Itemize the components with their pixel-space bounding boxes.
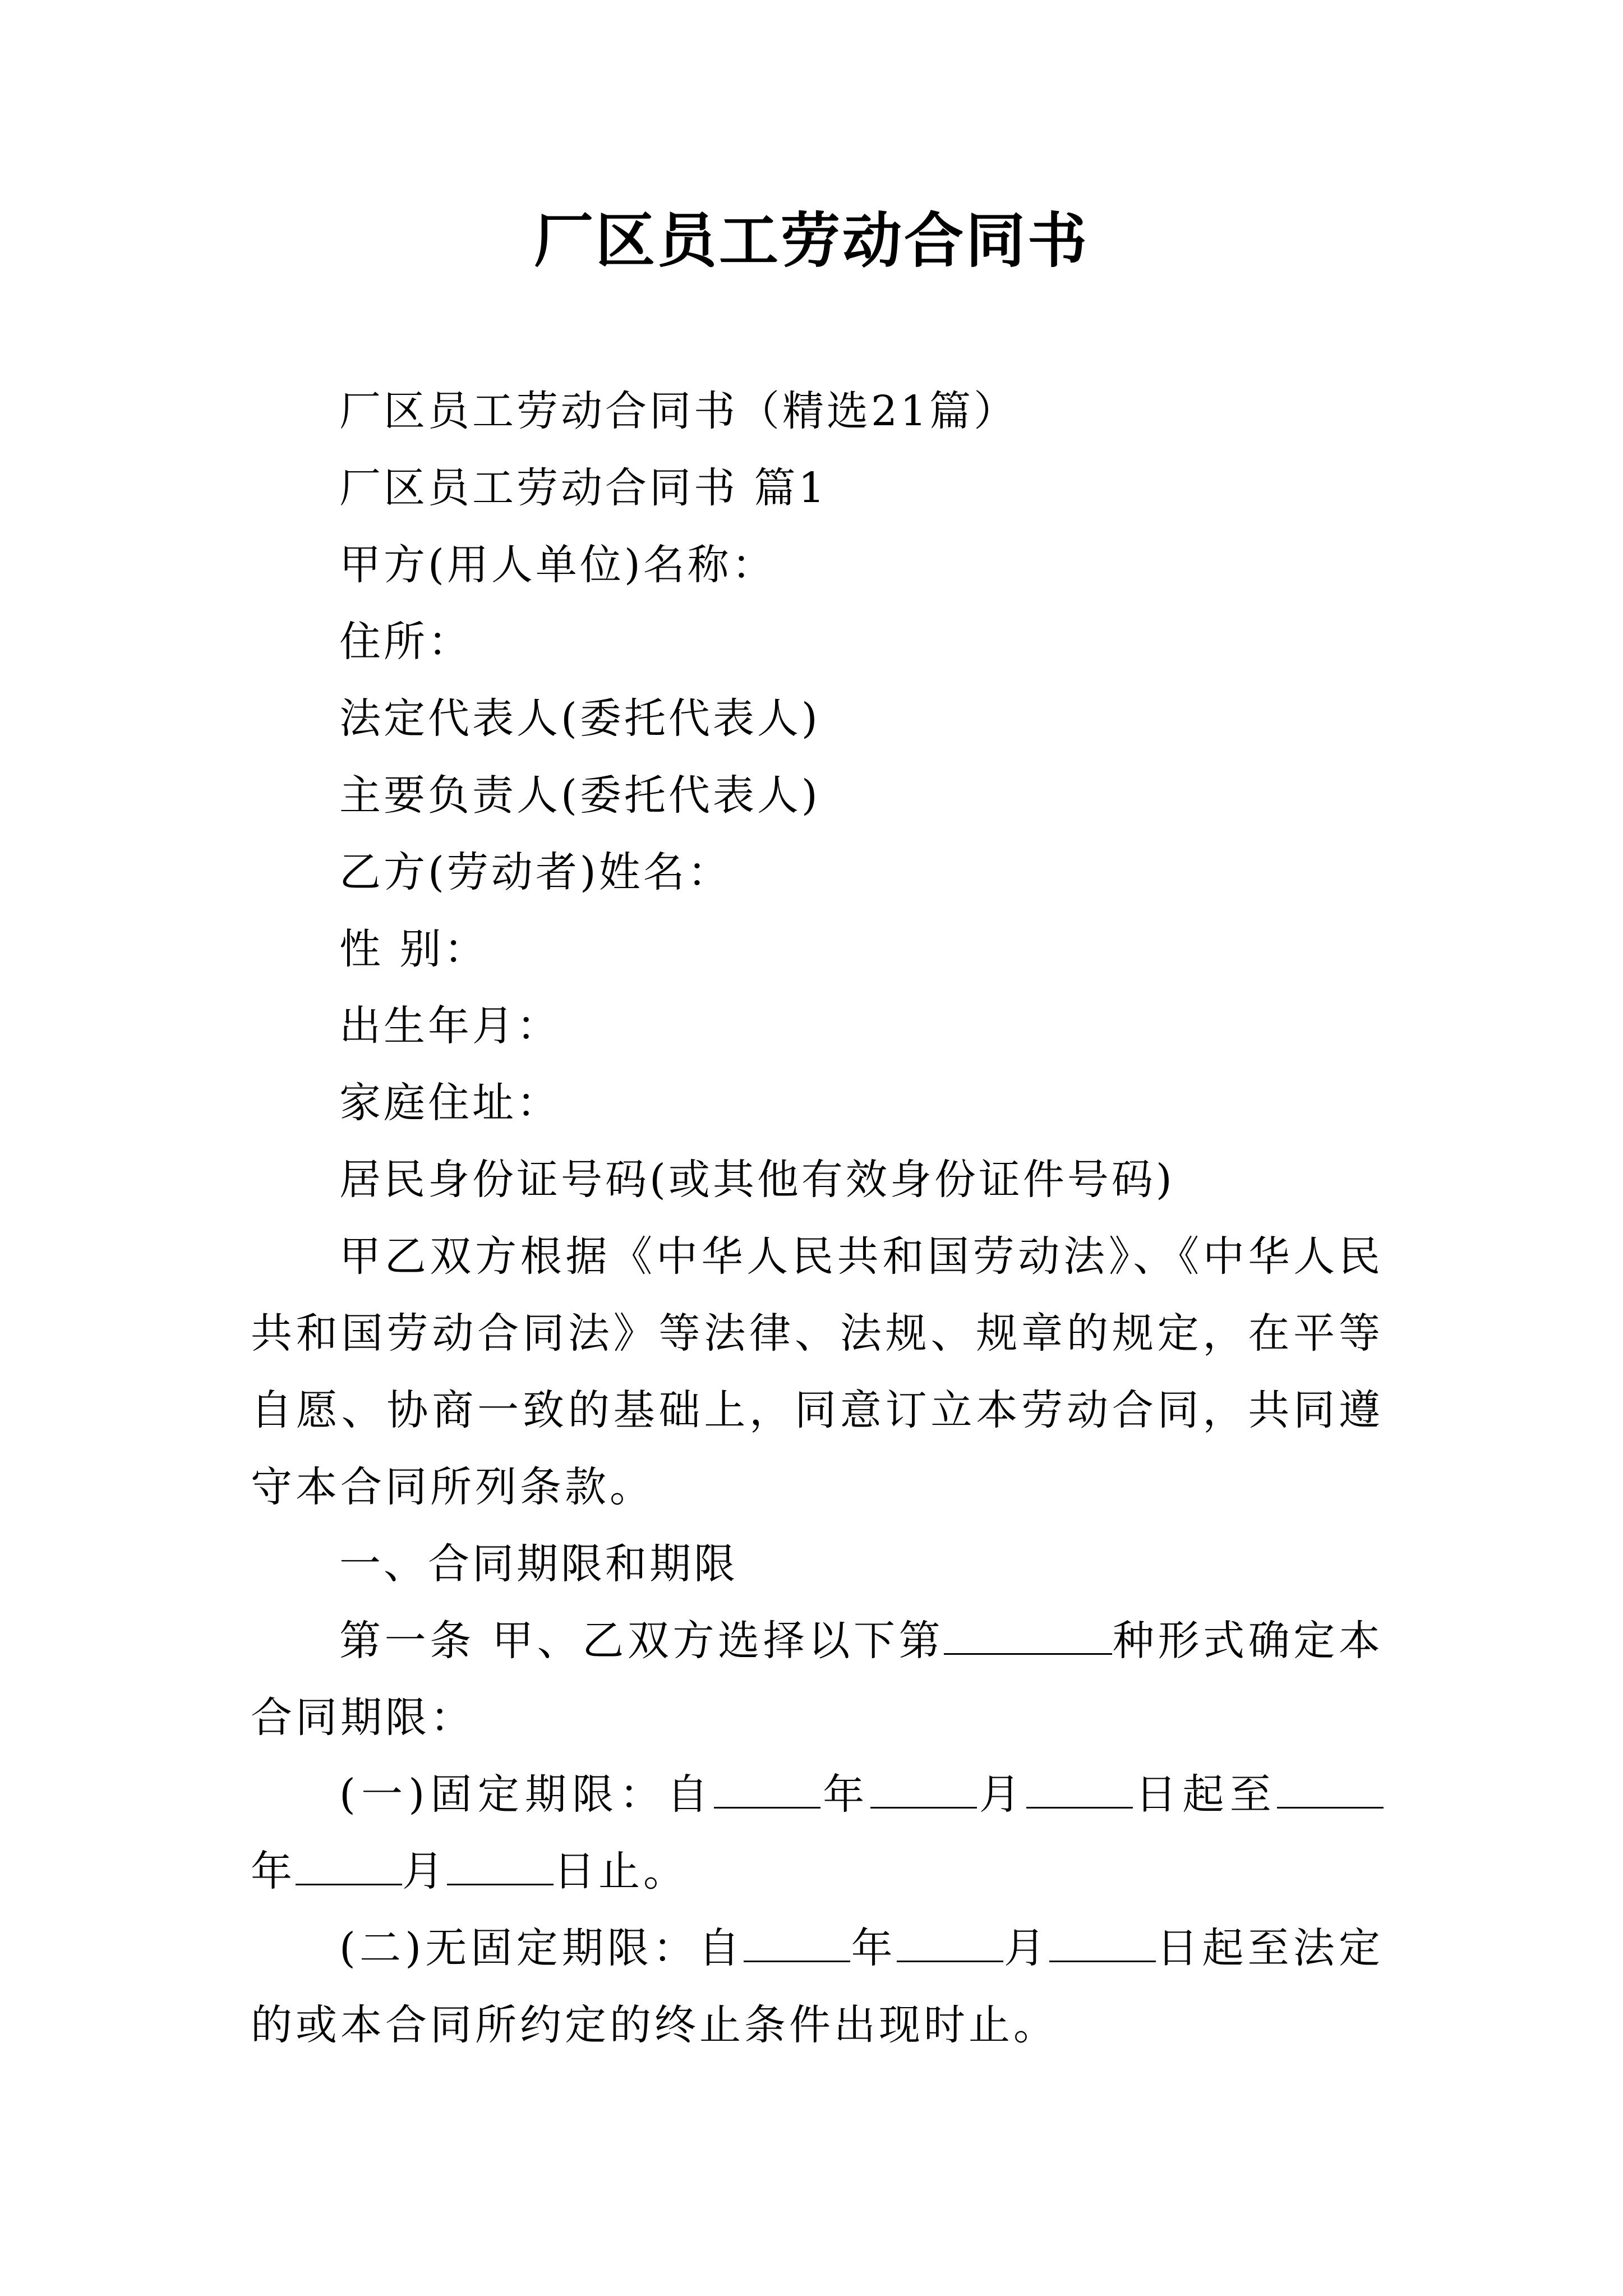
open-year-label: 年 <box>850 1924 897 1972</box>
open-start-day-blank <box>1049 1926 1156 1962</box>
start-day-blank <box>1026 1772 1133 1809</box>
year-label: 年 <box>820 1770 870 1819</box>
start-month-blank <box>870 1772 977 1809</box>
day-from-label: 日起至 <box>1133 1770 1277 1819</box>
fixed-term-prefix: (一)固定期限：自 <box>339 1770 714 1819</box>
address-field: 住所： <box>339 618 472 666</box>
document-title: 厂区员工劳动合同书 <box>534 206 1089 275</box>
month-label: 月 <box>976 1770 1026 1819</box>
start-year-blank <box>714 1772 820 1809</box>
month-label-2: 月 <box>402 1847 447 1895</box>
principal-field: 主要负责人(委托代表人) <box>339 771 820 820</box>
fixed-term-paragraph <box>251 1756 1384 1910</box>
chapter-heading: 厂区员工劳动合同书 篇1 <box>339 464 828 512</box>
day-end-label: 日止。 <box>554 1847 688 1895</box>
open-term-suffix: 日起至法定的或本合同所约定的终止条件出现时止。 <box>251 1924 1384 2049</box>
end-year-blank <box>1277 1772 1384 1809</box>
year-label-2: 年 <box>251 1847 296 1895</box>
section-heading: 一、合同期限和期限 <box>339 1540 738 1588</box>
open-term-paragraph <box>251 1910 1384 2064</box>
open-term-prefix: (二)无固定期限：自 <box>339 1924 744 1972</box>
form-number-blank <box>944 1618 1112 1655</box>
home-address-field: 家庭住址： <box>339 1079 561 1127</box>
id-number-field: 居民身份证号码(或其他有效身份证件号码) <box>339 1156 1175 1204</box>
party-b-name-field: 乙方(劳动者)姓名： <box>339 848 732 896</box>
party-a-name-field: 甲方(用人单位)名称： <box>339 541 776 589</box>
end-day-blank <box>447 1849 554 1885</box>
gender-field: 性 别： <box>339 925 488 973</box>
article-1-text-start: 第一条 甲、乙双方选择以下第 <box>339 1617 944 1665</box>
intro-paragraph: 甲乙双方根据《中华人民共和国劳动法》、《中华人民共和国劳动合同法》等法律、法规、规章的规定，在平等自愿、协商一致的基础上，同意订立本劳动合同，共同遵守本合同所列条款。 <box>251 1232 1384 1511</box>
open-start-year-blank <box>744 1926 850 1962</box>
document-body <box>251 373 1384 2064</box>
legal-representative-field: 法定代表人(委托代表人) <box>339 694 820 743</box>
birth-date-field: 出生年月： <box>339 1002 561 1050</box>
article-1-paragraph <box>251 1603 1384 1756</box>
subtitle-line: 厂区员工劳动合同书（精选21篇） <box>339 387 1018 435</box>
end-month-blank <box>296 1849 402 1885</box>
open-start-month-blank <box>897 1926 1003 1962</box>
article-1-text-end: 种形式确定本合同期限： <box>251 1617 1384 1742</box>
open-month-label: 月 <box>1003 1924 1050 1972</box>
